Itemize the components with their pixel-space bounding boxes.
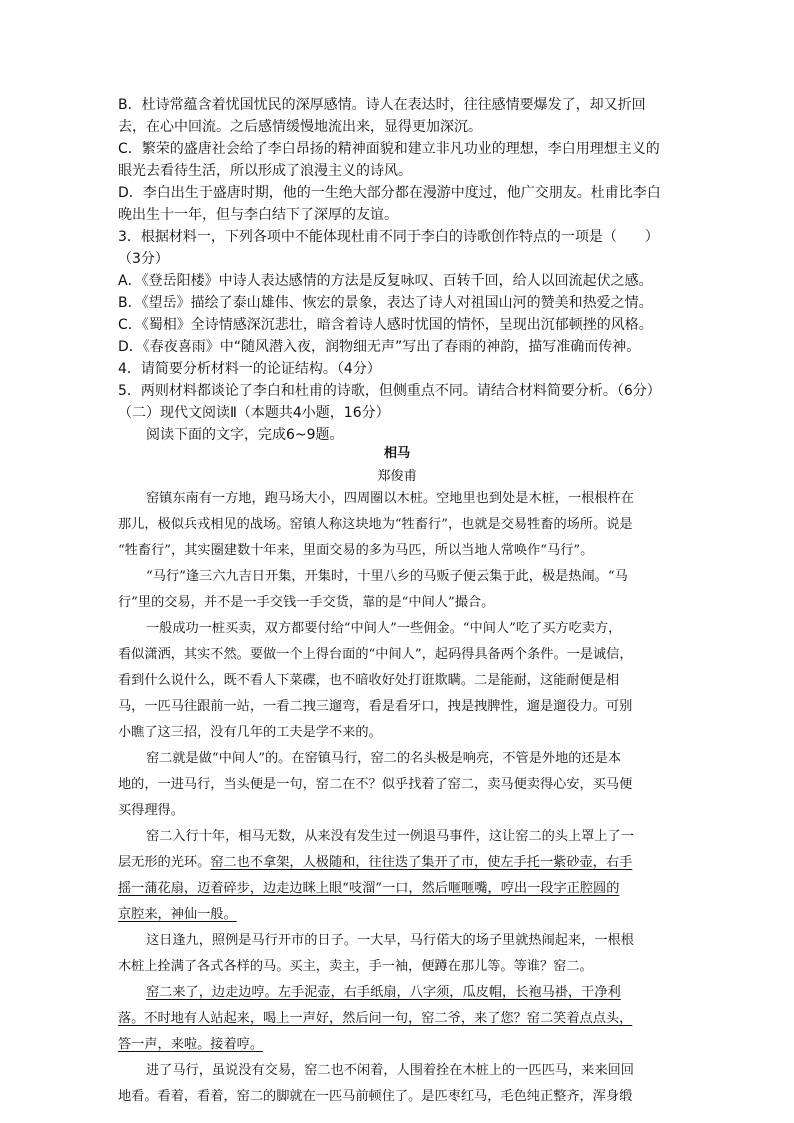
- q3-option-c: C．《蜀相》全诗情感深沉悲壮，暗含着诗人感时忧国的情怀，呈现出沉郁顿挫的风格。: [118, 317, 653, 333]
- q3-option-d: D．《春夜喜雨》中“随风潜入夜，润物细无声”写出了春雨的神韵，描写准确而传神。: [118, 339, 641, 355]
- story-line: 窑二就是做“中间人”的。在窑镇马行，窑二的名头极是响亮，不管是外地的还是本: [146, 751, 622, 766]
- story-line: 窑镇东南有一方地，跑马场大小，四周圈以木桩。空地里也到处是木桩，一根根杵在: [146, 491, 634, 506]
- question-5: 5．两则材料都谈论了李白和杜甫的诗歌，但侧重点不同。请结合材料简要分析。（6分）: [118, 383, 661, 399]
- underlined-text: 摇一蒲花扇，迈着碎步，边走边眯上眼“吱溜”一口，然后咂咂嘴，哼出一段字正腔圆的: [118, 881, 620, 896]
- underlined-text: 窑二来了，边走边哼。左手泥壶，右手纸扇，八字须，瓜皮帽，长袍马褂，干净利: [146, 985, 621, 1000]
- story-line-part: 层无形的光环。: [118, 855, 211, 870]
- story-line: 行”里的交易，并不是一手交钱一手交货，靠的是“中间人”撮合。: [118, 595, 495, 610]
- story-line: 一般成功一桩买卖，双方都要付给“中间人”一些佣金。“中间人”吃了买方吃卖方，: [146, 621, 622, 636]
- underlined-text: 窑二也不拿架，人极随和，往往迭了集开了市，使左手托一紫砂壶，右手: [210, 855, 633, 870]
- section-heading: （二）现代文阅读Ⅱ（本题共4小题，16分）: [118, 405, 390, 421]
- option-b-line-2: 去，在心中回流。之后感情缓慢地流出来，显得更加深沉。: [118, 119, 482, 135]
- underlined-text: 答一声，来啦。接着哼。: [118, 1037, 264, 1052]
- story-line: 那儿，极似兵戎相见的战场。窑镇人称这块地为“牲畜行”，也就是交易牲畜的场所。说是: [118, 517, 633, 532]
- story-line: 地的，一进马行，当头便是一句，窑二在不？似乎找着了窑二，卖马便卖得心安，买马便: [118, 777, 633, 792]
- story-line: 地看。看着，看着，窑二的脚就在一匹马前顿住了。是匹枣红马，毛色纯正整齐，浑身缎: [118, 1089, 633, 1104]
- story-line: 买得理得。: [118, 803, 184, 818]
- story-line: 这日逢九，照例是马行开市的日子。一大早，马行偌大的场子里就热闹起来，一根根: [146, 933, 634, 948]
- underlined-text: 京腔来，神仙一般。: [118, 907, 237, 922]
- option-d-line-1: D．李白出生于盛唐时期，他的一生绝大部分都在漫游中度过，他广交朋友。杜甫比李白: [118, 185, 661, 201]
- option-d-line-2: 晚出生十一年，但与李白结下了深厚的友谊。: [118, 207, 398, 223]
- story-line: 看到什么说什么，既不看人下菜碟，也不暗收好处打诳欺瞒。二是能耐，这能耐便是相: [118, 673, 620, 688]
- story-author: 郑俊甫: [377, 469, 417, 484]
- story-line: 马，一匹马往跟前一站，一看二拽三遛弯，看是看牙口，拽是拽脾性，遛是遛役力。可别: [118, 699, 633, 714]
- option-b-line-1: B．杜诗常蕴含着忧国忧民的深厚感情。诗人在表达时，往往感情要爆发了，却又折回: [118, 97, 646, 113]
- story-line: 看似潇洒，其实不然。要做一个上得台面的“中间人”，起码得具备两个条件。一是诚信，: [118, 647, 633, 662]
- q3-option-b: B．《望岳》描绘了泰山雄伟、恢宏的景象，表达了诗人对祖国山河的赞美和热爱之情。: [118, 295, 653, 311]
- option-c-line-1: C．繁荣的盛唐社会给了李白昂扬的精神面貌和建立非凡功业的理想，李白用理想主义的: [118, 141, 660, 157]
- reading-instruction: 阅读下面的文字，完成6~9题。: [146, 427, 344, 443]
- question-3-score: （3分）: [118, 251, 169, 267]
- story-line: 小瞧了这三招，没有几年的工夫是学不来的。: [118, 725, 382, 740]
- q3-option-a: A．《登岳阳楼》中诗人表达感情的方法是反复咏叹、百转千回，给人以回流起伏之感。: [118, 273, 653, 289]
- question-3: 3．根据材料一，下列各项中不能体现杜甫不同于李白的诗歌创作特点的一项是（ ）: [118, 229, 659, 245]
- story-line: 进了马行，虽说没有交易，窑二也不闲着，人围着拴在木桩上的一匹匹马，来来回回: [146, 1063, 634, 1078]
- story-line: [118, 850, 632, 876]
- story-line: 窑二入行十年，相马无数，从来没有发生过一例退马事件，这让窑二的头上罩上了一: [146, 829, 634, 844]
- story-line: “牲畜行”，其实圈建数十年来，里面交易的多为马匹，所以当地人常唤作“马行”。: [118, 543, 594, 558]
- option-c-line-2: 眼光去看待生活，所以形成了浪漫主义的诗风。: [118, 163, 412, 179]
- underlined-text: 落。不时地有人站起来，喝上一声好，然后问一句，窑二爷，来了您？窑二笑着点点头，: [118, 1011, 633, 1026]
- story-line: 木桩上拴满了各式各样的马。买主，卖主，手一袖，便蹲在那儿等。等谁？窑二。: [118, 959, 593, 974]
- story-line: “马行”逢三六九吉日开集，开集时，十里八乡的马贩子便云集于此，极是热闹。“马: [146, 569, 628, 584]
- question-4: 4．请简要分析材料一的论证结构。（4分）: [118, 361, 381, 377]
- story-title: 相马: [383, 446, 411, 461]
